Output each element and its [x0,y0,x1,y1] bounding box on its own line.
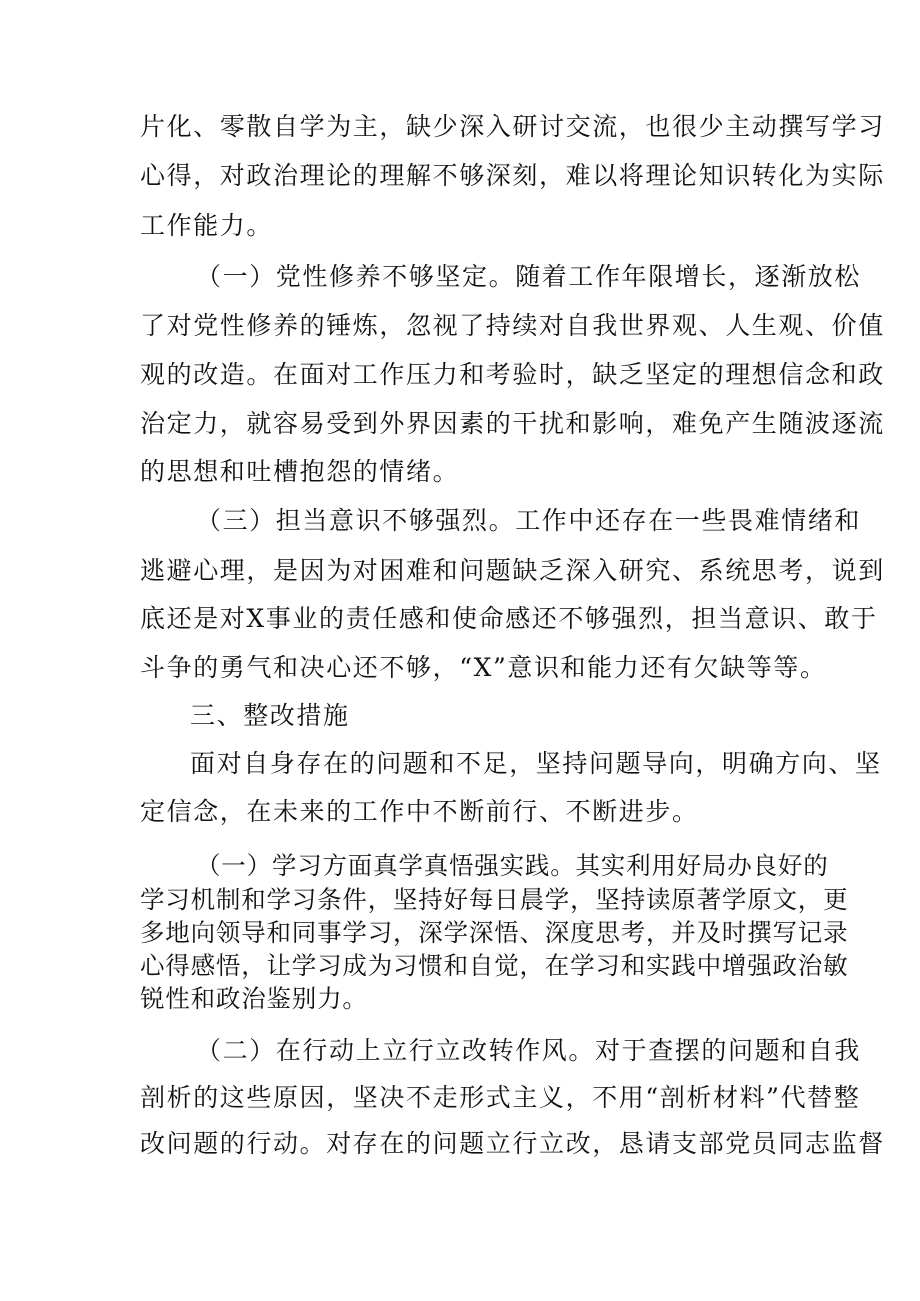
text-line: 治定力，就容易受到外界因素的干扰和影响，难免产生随波逐流 [140,409,885,438]
text-line: 片化、零散自学为主，缺少深入研讨交流，也很少主动撰写学习 [140,112,885,141]
text-line: 心得感悟，让学习成为习惯和自觉，在学习和实践中增强政治敏 [140,951,849,980]
paragraph-heading-line: （一）党性修养不够坚定。随着工作年限增长，逐渐放松 [196,262,862,291]
paragraph-heading-line: （二）在行动上立行立改转作风。对于查摆的问题和自我 [196,1036,862,1065]
text-line: 心得，对政治理论的理解不够深刻，难以将理论知识转化为实际 [140,161,885,190]
paragraph-heading-line: （一）学习方面真学真悟强实践。其实利用好局办良好的 [196,851,829,880]
text-line: 锐性和政治鉴别力。 [140,984,368,1013]
text-line: 学习机制和学习条件，坚持好每日晨学，坚持读原著学原文，更 [140,885,849,914]
text-line: 逃避心理，是因为对困难和问题缺乏深入研究、系统思考，说到 [140,556,885,585]
text-line: 多地向领导和同事学习，深学深悟、深度思考，并及时撰写记录 [140,918,849,947]
text-line: 工作能力。 [140,211,274,240]
text-line: 了对党性修养的锤炼，忽视了持续对自我世界观、人生观、价值 [140,311,885,340]
section-heading: 三、整改措施 [190,701,350,730]
text-line: 的思想和吐槽抱怨的情绪。 [140,457,460,486]
text-line: 定信念，在未来的工作中不断前行、不断进步。 [140,797,699,826]
text-line: 剖析的这些原因，坚决不走形式主义，不用“剖析材料”代替整 [140,1083,861,1112]
paragraph-heading-line: （三）担当意识不够强烈。工作中还存在一些畏难情绪和 [196,506,862,535]
text-line: 观的改造。在面对工作压力和考验时，缺乏坚定的理想信念和政 [140,360,885,389]
text-line: 改问题的行动。对存在的问题立行立改，恳请支部党员同志监督 [140,1129,885,1158]
text-line: 底还是对X事业的责任感和使命感还不够强烈，担当意识、敢于 [140,604,878,633]
text-line: 斗争的勇气和决心还不够，“X”意识和能力还有欠缺等等。 [140,653,827,682]
text-line: 面对自身存在的问题和不足，坚持问题导向，明确方向、坚 [190,749,882,778]
